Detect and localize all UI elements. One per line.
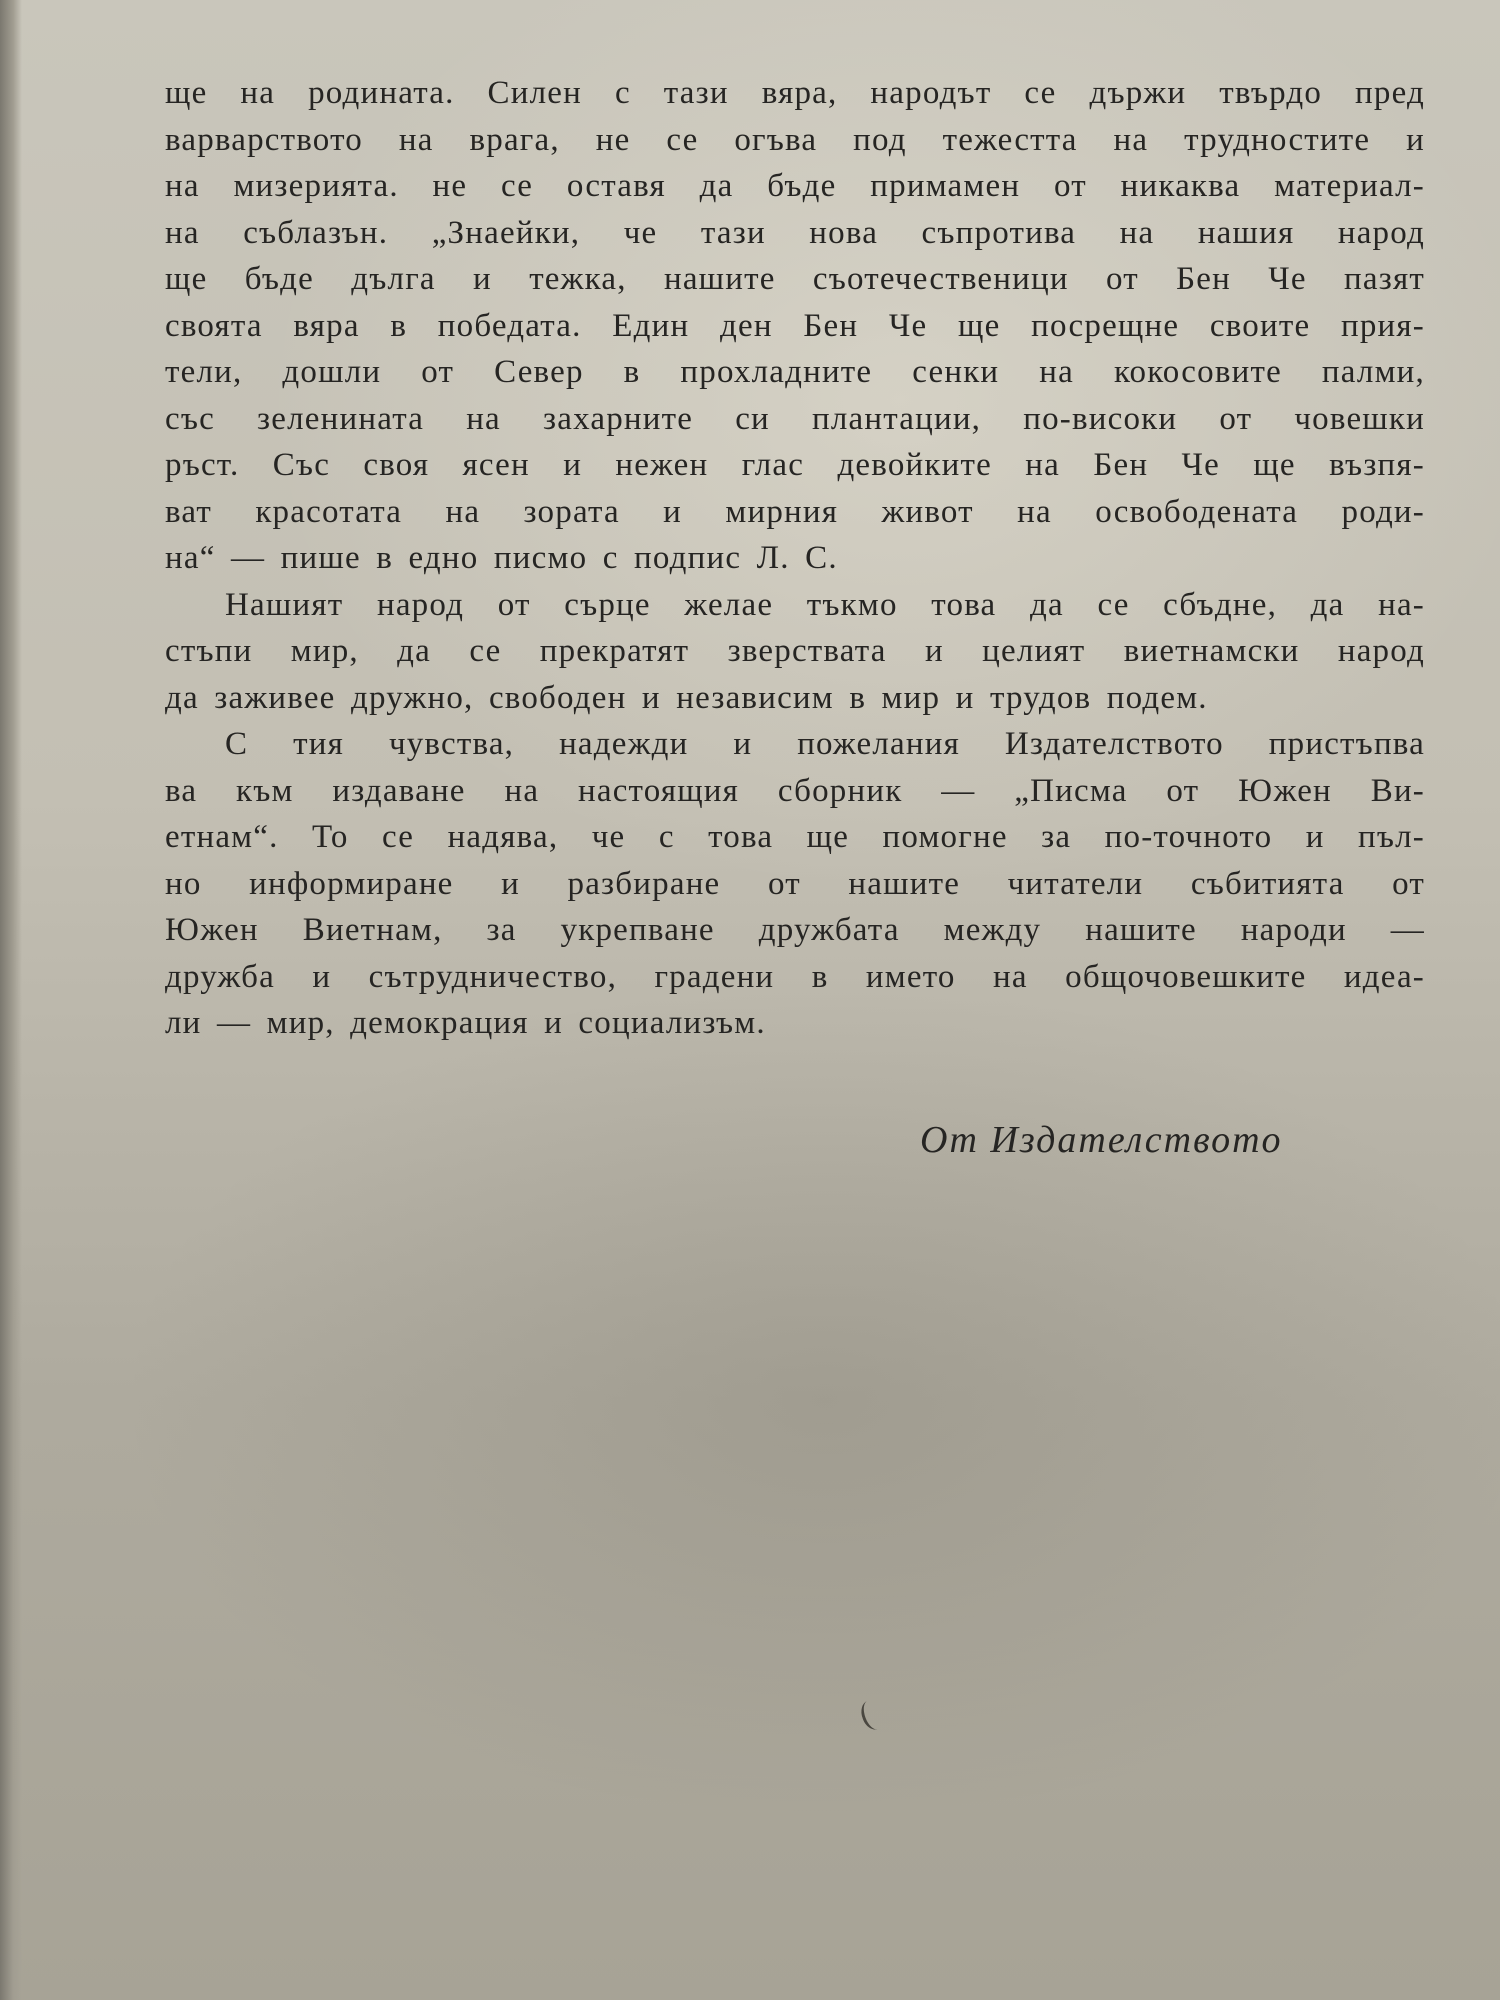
- text-line: ва към издаване на настоящия сборник — „Писма от Южен Ви-: [165, 772, 1425, 809]
- text-line: варварството на врага, не се огъва под тежестта на трудностите и: [165, 121, 1425, 158]
- text-line: да заживее дружно, свободен и независим в мир и трудов подем.: [165, 679, 1208, 716]
- text-line: но информиране и разбиране от нашите читатели събитията от: [165, 865, 1425, 902]
- text-line: Южен Виетнам, за укрепване дружбата между нашите народи —: [165, 912, 1425, 948]
- text-line: С тия чувства, надежди и пожелания Издателството пристъпва: [225, 726, 1425, 762]
- text-line: Нашият народ от сърце желае тъкмо това да се сбъдне, да на-: [225, 586, 1425, 623]
- text-line: стъпи мир, да се прекратят зверствата и целият виетнамски народ: [165, 633, 1425, 669]
- text-line: етнам“. То се надява, че с това ще помогне за по-точното и пъл-: [165, 819, 1425, 855]
- text-line: тели, дошли от Север в прохладните сенки на кокосовите палми,: [165, 354, 1425, 390]
- text-line: ват красотата на зората и мирния живот на освободената роди-: [165, 493, 1425, 530]
- publisher-signature: От Издателството: [920, 1119, 1283, 1161]
- text-line: своята вяра в победата. Един ден Бен Че ще посрещне своите прия-: [165, 307, 1425, 344]
- text-line: ръст. Със своя ясен и нежен глас девойките на Бен Че ще възпя-: [165, 447, 1425, 483]
- text-line: на“ — пише в едно писмо с подпис Л. С.: [165, 540, 838, 576]
- text-line: ли — мир, демокрация и социализъм.: [165, 1005, 766, 1041]
- text-line: дружба и сътрудничество, градени в името на общочовешките идеа-: [165, 958, 1425, 995]
- text-line: на съблазън. „Знаейки, че тази нова съпротива на нашия народ: [165, 214, 1425, 251]
- text-line: на мизерията. не се оставя да бъде примамен от никаква материал-: [165, 168, 1425, 204]
- text-line: със зеленината на захарните си плантации, по-високи от човешки: [165, 400, 1425, 437]
- text-line: ще на родината. Силен с тази вяра, народът се държи твърдо пред: [165, 75, 1425, 111]
- body-text: [165, 70, 1425, 1047]
- paper-mark: [858, 1697, 888, 1732]
- text-line: ще бъде дълга и тежка, нашите съотечественици от Бен Че пазят: [165, 261, 1425, 297]
